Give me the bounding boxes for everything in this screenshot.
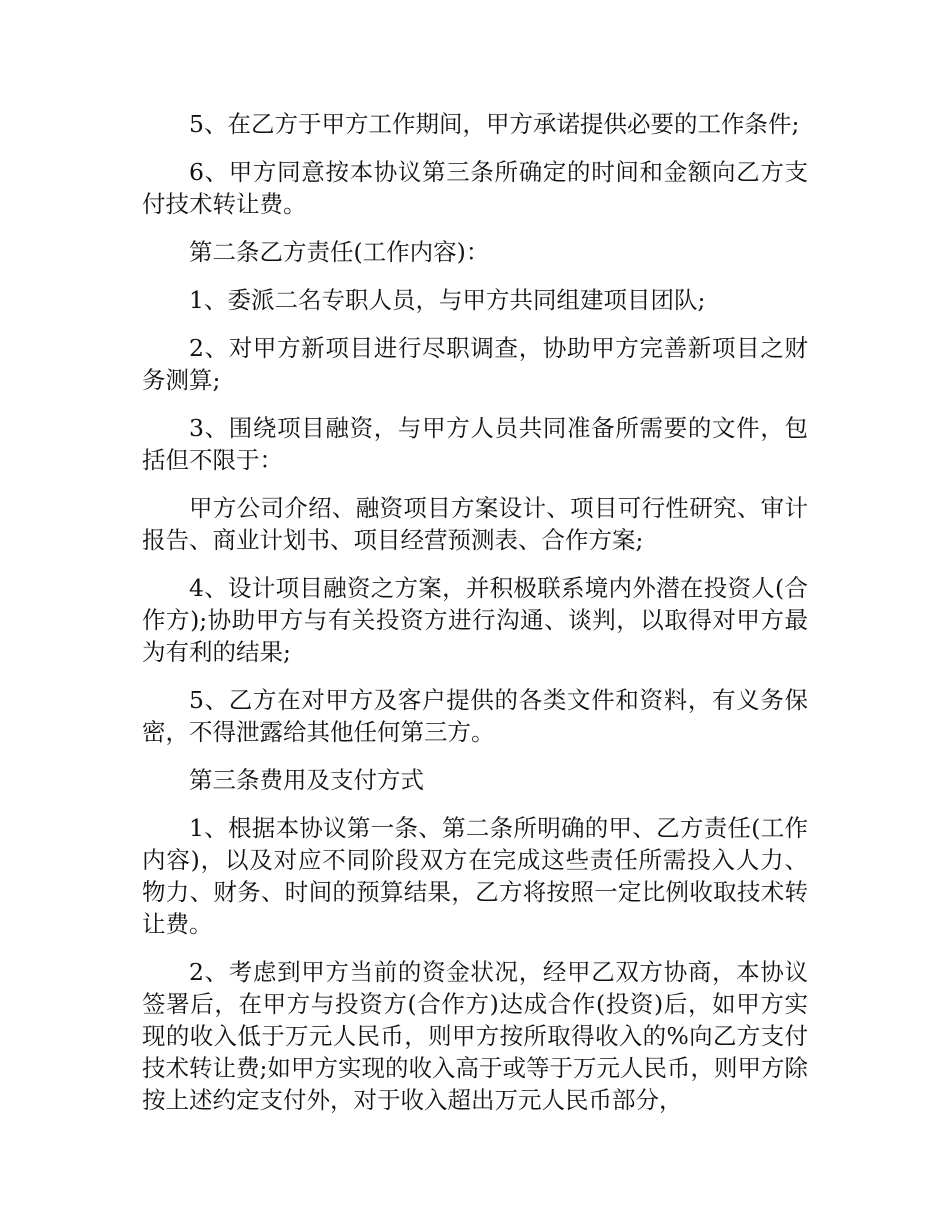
paragraph-due-diligence: 2、对甲方新项目进行尽职调查，协助甲方完善新项目之财务测算;	[142, 334, 808, 394]
paragraph-document-list: 甲方公司介绍、融资项目方案设计、项目可行性研究、审计报告、商业计划书、项目经营预测表、合作方案;	[142, 494, 808, 554]
section-heading-article-2: 第二条乙方责任(工作内容)：	[189, 238, 490, 266]
paragraph-financing-plan: 4、设计项目融资之方案，并积极联系境内外潜在投资人(合作方);协助甲方与有关投资方进行沟通、谈判，以取得对甲方最为有利的结果;	[142, 574, 808, 666]
paragraph-prepare-documents: 3、围绕项目融资，与甲方人员共同准备所需要的文件，包括但不限于：	[142, 414, 808, 474]
paragraph-fee-terms: 2、考虑到甲方当前的资金状况，经甲乙双方协商，本协议签署后，在甲方与投资方(合作方)达成合作(投资)后，如甲方实现的收入低于万元人民币，则甲方按所取得收入的%向乙方支付技术转让费;如甲方实现的收入高于或等于万元人民币，则甲方除按上述约定支付外，对于收入超出万元人民币部分，	[142, 958, 808, 1114]
paragraph-fee-basis: 1、根据本协议第一条、第二条所明确的甲、乙方责任(工作内容)，以及对应不同阶段双方在完成这些责任所需投入人力、物力、财务、时间的预算结果，乙方将按照一定比例收取技术转让费。	[142, 814, 808, 938]
paragraph-party-a-working-conditions: 5、在乙方于甲方工作期间，甲方承诺提供必要的工作条件;	[189, 110, 800, 138]
paragraph-party-a-pay-transfer-fee: 6、甲方同意按本协议第三条所确定的时间和金额向乙方支付技术转让费。	[142, 158, 808, 218]
paragraph-confidentiality: 5、乙方在对甲方及客户提供的各类文件和资料，有义务保密，不得泄露给其他任何第三方。	[142, 686, 808, 746]
paragraph-assign-staff: 1、委派二名专职人员，与甲方共同组建项目团队;	[189, 286, 706, 314]
section-heading-article-3: 第三条费用及支付方式	[189, 766, 424, 794]
document-page	[142, 108, 808, 1132]
